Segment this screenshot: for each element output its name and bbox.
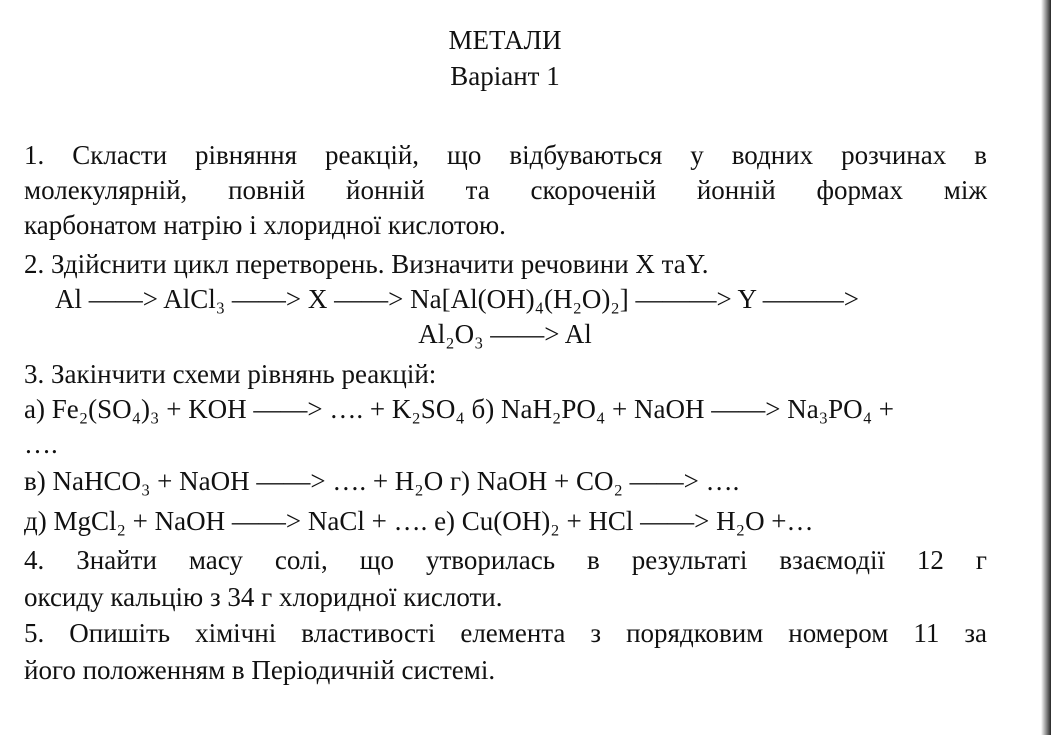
task-2-line-1: 2. Здійснити цикл перетворень. Визначити речовини X таY. <box>24 249 709 279</box>
task-3-line-1: 3. Закінчити схеми рівнянь реакцій: <box>24 359 437 389</box>
variant-label: Варіант 1 <box>450 61 560 91</box>
task-3-line-3: …. <box>24 429 58 459</box>
task-3-line-4: в) NaHCO₃ + NaOH ——> …. + H₂O г) NaOH + CO₂ ——> …. <box>24 466 740 496</box>
task-1-line-1: 1. Скласти рівняння реакцій, що відбуваються у водних розчинах в <box>24 140 987 170</box>
task-5-line-2: його положенням в Періодичній системі. <box>24 655 496 685</box>
task-2-scheme-line-1: Al ——> AlCl₃ ——> X ——> Na[Al(OH)₄(H₂O)₂] ———> Y ———> <box>55 284 859 314</box>
page-title: МЕТАЛИ <box>448 25 562 55</box>
task-1-line-2: молекулярній, повній йонній та скороченій йонній формах між <box>24 175 987 205</box>
right-edge-shadow <box>1041 0 1051 735</box>
task-5-line-1: 5. Опишіть хімічні властивості елемента з порядковим номером 11 за <box>24 618 987 648</box>
task-4-line-2: оксиду кальцію з 34 г хлоридної кислоти. <box>24 582 503 612</box>
task-4-line-1: 4. Знайти масу солі, що утворилась в результаті взаємодії 12 г <box>24 545 987 575</box>
task-3-line-5: д) MgCl₂ + NaOH ——> NaCl + …. е) Cu(OH)₂ + HCl ——> H₂O +… <box>24 506 814 536</box>
task-3-line-2: а) Fe₂(SO₄)₃ + KOH ——> …. + K₂SO₄ б) NaH₂PO₄ + NaOH ——> Na₃PO₄ + <box>24 394 895 424</box>
task-1-line-3: карбонатом натрію і хлоридної кислотою. <box>24 210 506 240</box>
task-2-scheme-line-2: Al₂O₃ ——> Al <box>418 319 592 349</box>
